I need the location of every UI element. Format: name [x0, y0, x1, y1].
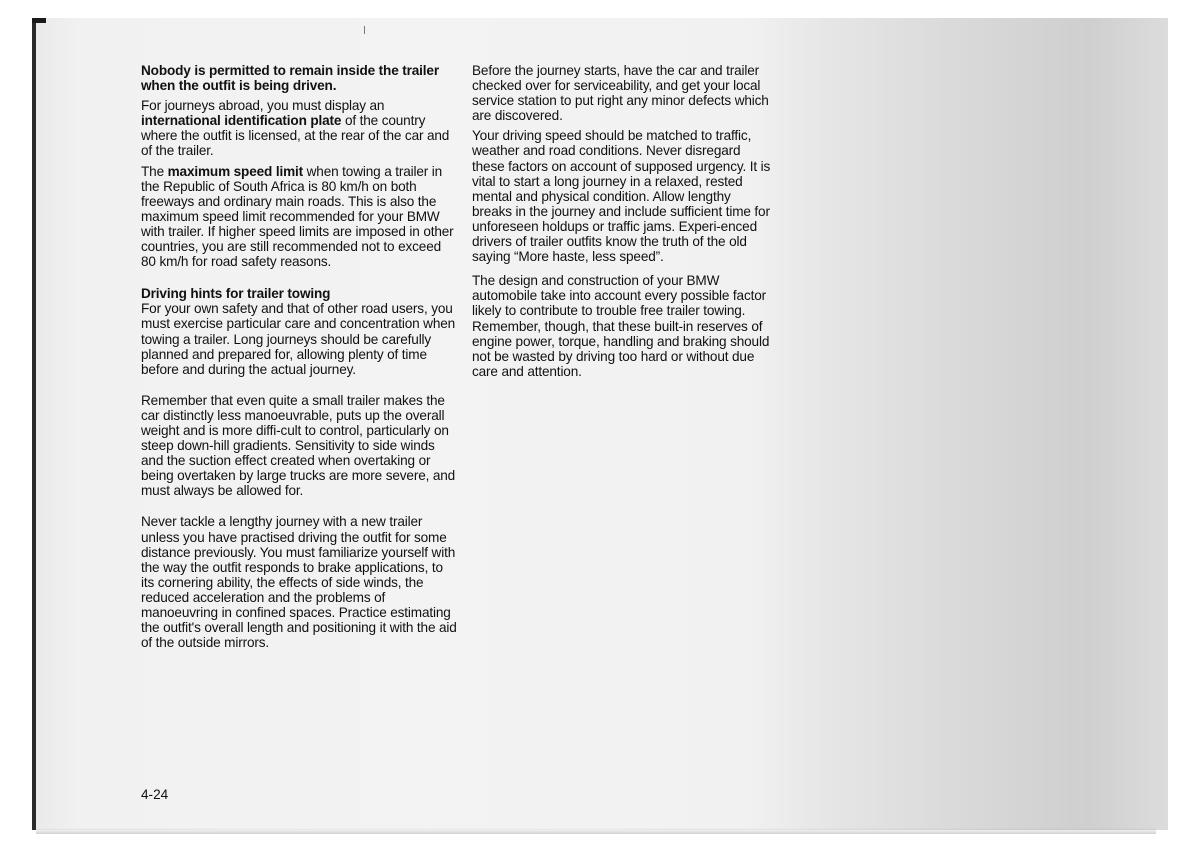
corner-mark: [32, 18, 46, 23]
paragraph-pre-journey-check: Before the journey starts, have the car and trailer checked over for serviceability, and get your local service station to put right any minor defects which are discovered.: [472, 63, 769, 124]
heading-trailer-occupants: Nobody is permitted to remain inside the trailer when the outfit is being driven.: [141, 63, 439, 94]
bold-term-speed-limit: maximum speed limit: [167, 163, 304, 179]
left-text-column: [141, 63, 459, 655]
bold-term-identification-plate: international identification plate: [141, 113, 342, 129]
scan-artifact-mark: [364, 26, 365, 34]
paragraph-practice-driving: Never tackle a lengthy journey with a new trailer unless you have practised driving the outfit for some distance previously. You must familiarize yourself with the way the outfit responds to brake applications, to its cornering ability, the effects of side winds, the reduced acceleration and the problems of manoeuvring in confined spaces. Practice estimating the outfit's overall length and positioning it with the aid of the outside mirrors.: [141, 514, 457, 651]
paragraph-safety-concentration: For your own safety and that of other road users, you must exercise particular care and concentration when towing a trailer. Long journeys should be carefully planned and prepared for, allowing plenty of time before and during the actual journey.: [141, 301, 456, 377]
paragraph-design-construction: The design and construction of your BMW automobile take into account every possible factor likely to contribute to trouble free trailer towing. Remember, though, that these built-in reserves of engine power, torque, handling and braking should not be wasted by driving too hard or without due care and attention.: [472, 273, 770, 379]
right-text-column: [472, 63, 772, 384]
page-number: 4-24: [141, 787, 169, 802]
heading-driving-hints: Driving hints for trailer towing: [141, 286, 331, 302]
paragraph-driving-speed: Your driving speed should be matched to traffic, weather and road conditions. Never disregard these factors on account of supposed urgency. It is vital to start a long journey in a relaxed, rested mental and physical condition. Allow lengthy breaks in the journey and include sufficient time for unforeseen holdups or traffic jams. Experi-enced drivers of trailer outfits know the truth of the old saying “More haste, less speed”.: [472, 128, 771, 265]
paragraph-manoeuvrability: Remember that even quite a small trailer makes the car distinctly less manoeuvrable, puts up the overall weight and is more diffi-cult to control, particularly on steep down-hill gradients. Sensitivity to side winds and the suction effect created when overtaking or being overtaken by large trucks are more severe, and must always be allowed for.: [141, 392, 456, 499]
paragraph-speed-limit: The maximum speed limit when towing a trailer in the Republic of South Africa is 80 km/h on both freeways and ordinary main roads. This is also the maximum speed limit recommended for your BMW with trailer. If higher speed limits are imposed in other countries, you are still recommended not to exceed 80 km/h for road safety reasons.: [141, 163, 454, 270]
bottom-edge-shadow: [36, 828, 1156, 834]
paragraph-identification-plate: For journeys abroad, you must display an international identification plate of the country where the outfit is licensed, at the rear of the car and of the trailer.: [141, 98, 450, 159]
page-edge-shadow: [32, 18, 36, 830]
